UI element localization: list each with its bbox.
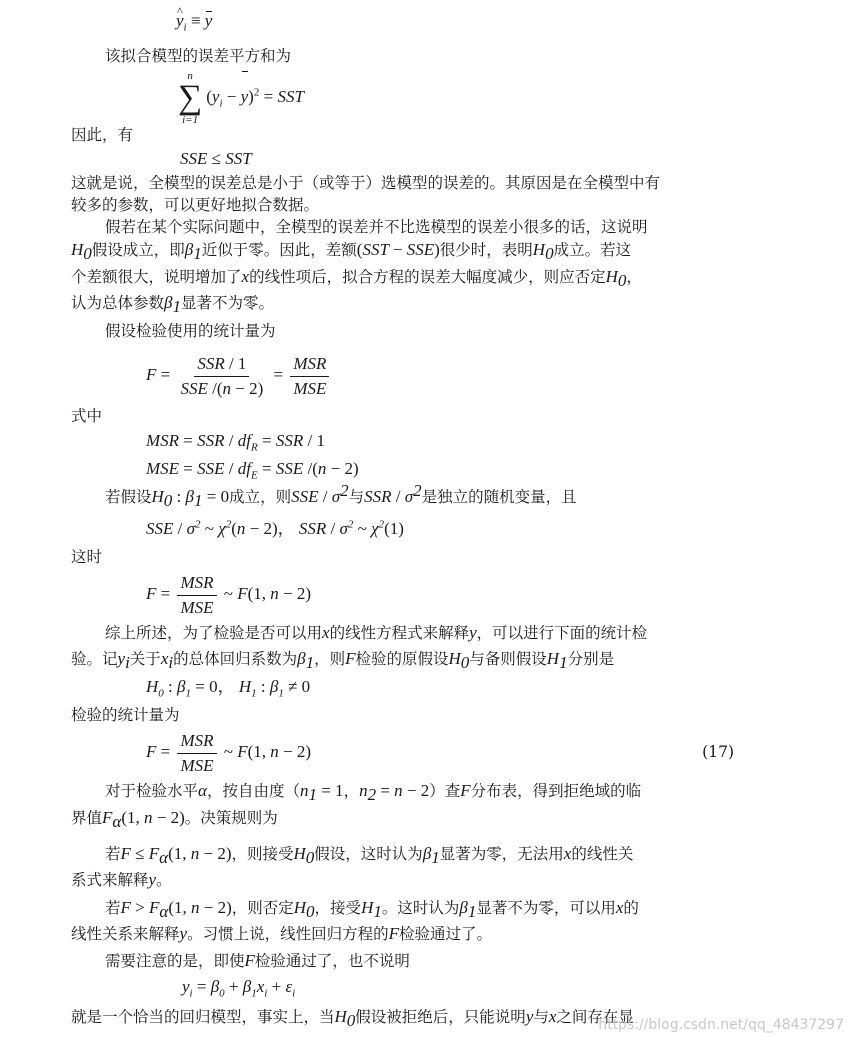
- equation-hypotheses: $H_0$ : $\beta_1 = 0$， $H_1$ : $\beta_1 \ne 0$: [146, 677, 311, 700]
- equation-f-stat: F = $\frac{\text{SSR / 1}}{\text{SSE /(n − 2)}}$ = $\frac{\text{MSR}}{\text{MSE}}$: [146, 346, 332, 404]
- text-line: 因此，有: [71, 126, 134, 144]
- text-line: 若$F \le F_\alpha(1$, n − 2)，则接受$H_0$假设，这时认为$\beta_1$显著为零，无法用x的线性关: [105, 844, 634, 868]
- equation-sse-le-sst: SSE ≤ SST: [180, 149, 252, 168]
- equation-f-dist: F = $\frac{\text{MSR}}{\text{MSE}}$ ~ F(1, n − 2): [146, 572, 312, 617]
- equation-regression-model: $y_i = \beta_0 + \beta_1x_i + \varepsilon_i$: [182, 977, 296, 1000]
- equation-17: F = $\frac{\text{MSR}}{\text{MSE}}$ ~ F(1, n − 2): [146, 730, 312, 775]
- text-line: 假若在某个实际问题中，全模型的误差并不比选模型的误差小很多的话，这说明: [105, 218, 648, 236]
- text-line: 界值$F_\alpha(1$, n − 2)。决策规则为: [71, 808, 278, 832]
- equation-chi-square: SSE / $\sigma^2$ ~ $\chi^2(n - 2)$， SSR / $\sigma^2$ ~ $\chi^2(1)$: [146, 518, 404, 538]
- text-line: 较多的参数，可以更好地拟合数据。: [71, 196, 320, 214]
- text-line: 这时: [71, 548, 103, 566]
- watermark: https://blog.csdn.net/qq_48437297: [598, 1017, 844, 1033]
- text-line: 这就是说，全模型的误差总是小于（或等于）选模型的误差的。其原因是在全模型中有: [71, 174, 661, 192]
- equation-msr: MSR = SSR / $df_R$ = SSR / 1: [146, 431, 325, 454]
- text-line: 若假设$H_0$ : $\beta_1 = 0$成立，则SSE / $\sigma^2$与SSR / $\sigma^2$是独立的随机变量，且: [105, 480, 577, 511]
- text-line: 式中: [71, 407, 103, 425]
- text-line: 认为总体参数$\beta_1$显著不为零。: [71, 293, 274, 317]
- text-line: 就是一个恰当的回归模型，事实上，当$H_0$假设被拒绝后，只能说明y与x之间存在显: [71, 1007, 634, 1031]
- text-line: 线性关系来解释y。习惯上说，线性回归方程的F检验通过了。: [71, 924, 492, 943]
- text-line: 个差额很大，说明增加了x的线性项后，拟合方程的误差大幅度减少，则应否定$H_0$，: [71, 267, 642, 291]
- text-line: 对于检验水平α，按自由度（$n_1 = 1$，$n_2 = n - 2$）查F分布表，得到拒绝域的临: [105, 781, 642, 805]
- text-line: 若$F > F_\alpha(1$, n − 2)，则否定$H_0$，接受$H_1$。这时认为$\beta_1$显著不为零，可以用x的: [105, 898, 639, 922]
- equation-number: (17): [702, 743, 734, 761]
- text-line: 验。记$y_i$关于$x_i$的总体回归系数为$\beta_1$，则F检验的原假设$H_0$与备则假设$H_1$分别是: [71, 649, 615, 673]
- text-line: 假设检验使用的统计量为: [105, 322, 276, 340]
- text-line: 系式来解释y。: [71, 870, 172, 889]
- text-line: 需要注意的是，即使F检验通过了，也不说明: [105, 951, 410, 970]
- equation-sst: n ∑ i=1 $(y_i - y)^2$ = SST: [178, 70, 304, 127]
- text-line: 检验的统计量为: [71, 706, 180, 724]
- equation-yhat: ^ $y_i \equiv y$: [176, 10, 212, 32]
- equation-mse: MSE = SSE / $df_E$ = SSE /(n − 2): [146, 459, 359, 482]
- text-line: 该拟合模型的误差平方和为: [105, 47, 292, 65]
- text-line: $H_0$假设成立，即$\beta_1$近似于零。因此，差额(SST − SSE)很少时，表明$H_0$成立。若这: [71, 240, 632, 264]
- text-line: 综上所述，为了检验是否可以用x的线性方程式来解释y，可以进行下面的统计检: [105, 623, 648, 642]
